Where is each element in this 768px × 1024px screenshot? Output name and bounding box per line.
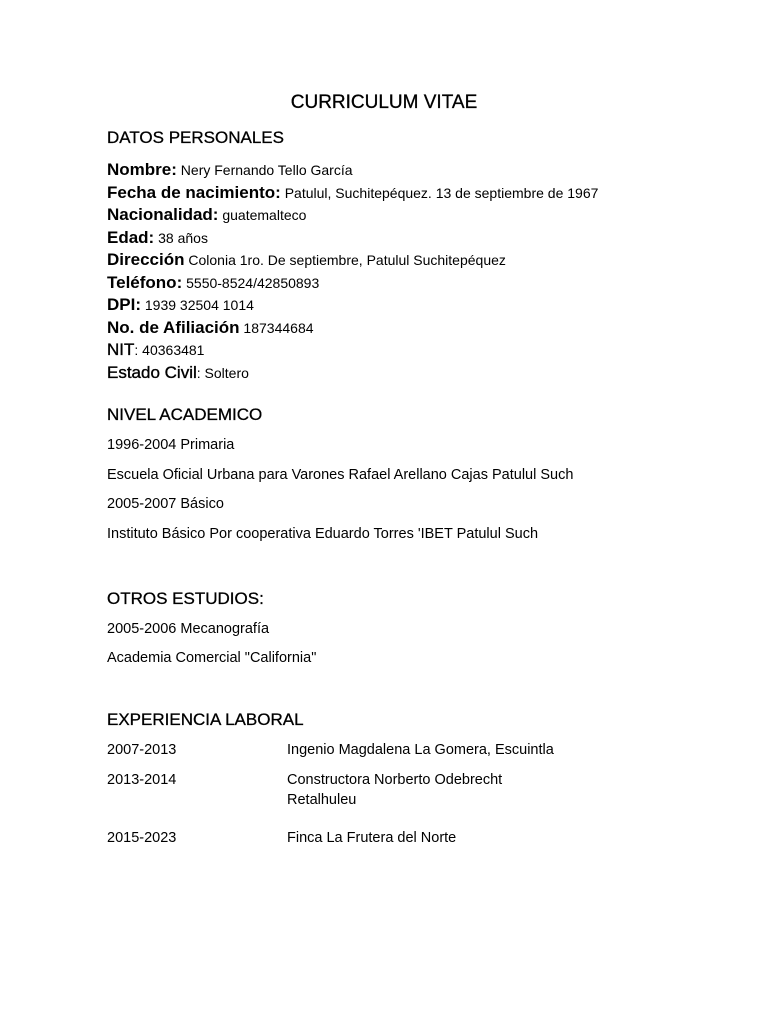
field-value: 1939 32504 1014: [141, 297, 254, 313]
other-studies-heading: OTROS ESTUDIOS:: [107, 589, 264, 608]
field-label: DPI:: [107, 295, 141, 314]
field-value: Soltero: [200, 364, 249, 381]
document-title: CURRICULUM VITAE: [290, 92, 478, 113]
experience-place: Ingenio Magdalena La Gomera, Escuintla: [287, 742, 554, 758]
field-label: Dirección: [107, 250, 185, 269]
field-value: 40363481: [138, 342, 205, 358]
academic-line: Instituto Básico Por cooperativa Eduardo Torres 'IBET Patulul Such: [107, 526, 539, 542]
field-separator: :: [134, 342, 139, 358]
field-separator: :: [196, 364, 201, 381]
field-label: Estado Civil: [107, 362, 197, 382]
experience-heading: EXPERIENCIA LABORAL: [107, 710, 304, 729]
field-label: No. de Afiliación: [107, 317, 240, 337]
personal-row-dpi: [107, 294, 598, 317]
personal-row-nationality: [107, 204, 598, 227]
field-value: guatemalteco: [218, 207, 307, 223]
personal-data-list: [107, 159, 598, 384]
academic-line: Escuela Oficial Urbana para Varones Rafael Arellano Cajas Patulul Such: [107, 467, 574, 483]
field-value: Nery Fernando Tello García: [176, 162, 353, 178]
field-value: Patulul, Suchitepéquez. 13 de septiembre de 1967: [280, 184, 599, 201]
other-studies-line: 2005-2006 Mecanografía: [107, 621, 270, 637]
personal-row-age: [107, 227, 598, 250]
field-value: 38 años: [154, 229, 208, 246]
academic-line: 1996-2004 Primaria: [107, 437, 235, 453]
experience-years: 2007-2013: [107, 742, 177, 758]
personal-row-address: [107, 249, 598, 272]
personal-row-nit: [107, 339, 598, 362]
field-label: Fecha de nacimiento:: [107, 182, 281, 202]
personal-row-affiliation: [107, 317, 598, 340]
experience-place: Finca La Frutera del Norte: [287, 830, 457, 846]
personal-row-birth: [107, 182, 598, 205]
field-label: Edad:: [107, 227, 155, 247]
experience-place: Constructora Norberto Odebrecht: [287, 772, 503, 788]
field-label: Nombre:: [107, 160, 177, 179]
field-label: Teléfono:: [107, 272, 183, 292]
other-studies-line: Academia Comercial "California": [107, 650, 317, 666]
field-value: 187344684: [239, 319, 314, 336]
personal-row-phone: [107, 272, 598, 295]
academic-heading: NIVEL ACADEMICO: [107, 405, 263, 424]
field-label: NIT: [107, 340, 135, 359]
academic-line: 2005-2007 Básico: [107, 496, 224, 512]
field-value: 5550-8524/42850893: [182, 274, 320, 291]
personal-row-civil-status: [107, 362, 598, 385]
personal-row-name: [107, 159, 598, 182]
field-value: Colonia 1ro. De septiembre, Patulul Suchitepéquez: [184, 252, 506, 268]
experience-place-line2: Retalhuleu: [287, 792, 357, 808]
personal-data-heading: DATOS PERSONALES: [107, 128, 284, 147]
field-label: Nacionalidad:: [107, 205, 219, 224]
experience-years: 2013-2014: [107, 772, 177, 788]
experience-years: 2015-2023: [107, 830, 177, 846]
